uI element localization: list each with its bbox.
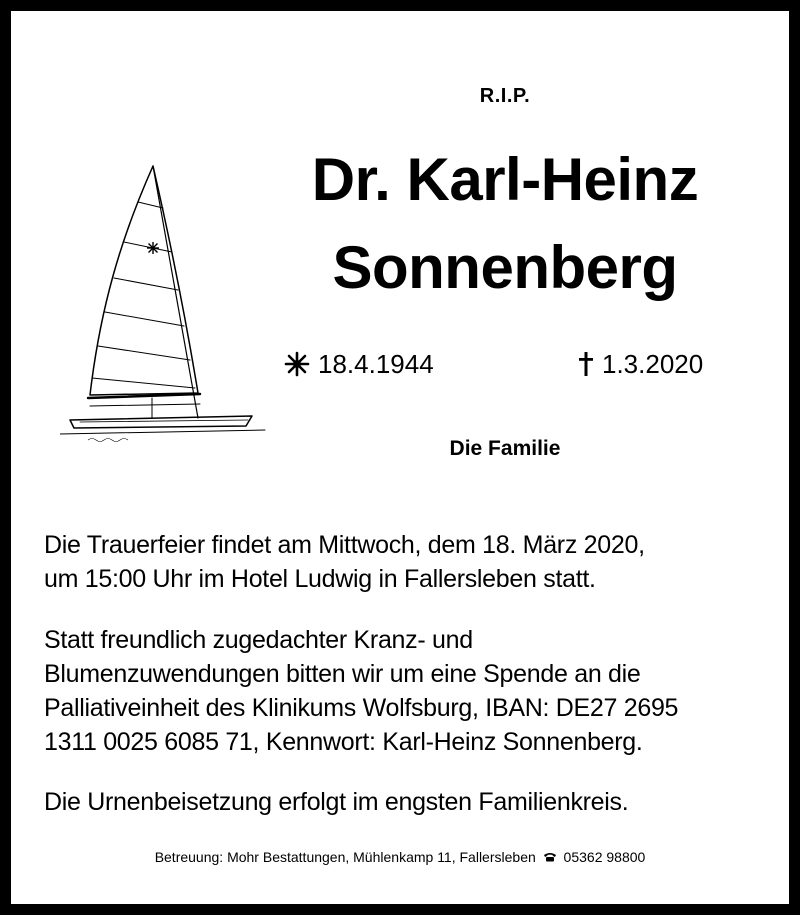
birth-date [284,349,434,379]
deceased-name-last: Sonnenberg [332,234,678,301]
text-line: Die Trauerfeier findet am Mittwoch, dem 18. März 2020, [44,531,645,559]
burial-paragraph [44,785,774,819]
funeral-home-footer [0,848,800,866]
sailboat-icon [60,160,270,445]
text-line: Blumenzuwendungen bitten wir um eine Spende an die [44,660,641,688]
deceased-name-first: Dr. Karl-Heinz [311,146,699,213]
donation-paragraph [44,623,774,759]
cross-icon [578,351,594,377]
family-signature: Die Familie [449,437,561,460]
text-line: um 15:00 Uhr im Hotel Ludwig in Fallersleben statt. [44,565,596,593]
death-date-value: 1.3.2020 [602,349,704,379]
funeral-home-phone: 05362 98800 [563,849,646,865]
death-date [578,349,703,379]
funeral-service-paragraph [44,528,774,596]
birth-date-value: 18.4.1944 [318,349,434,379]
text-line: 1311 0025 6085 71, Kennwort: Karl-Heinz Sonnenberg. [44,728,643,756]
text-line: Die Urnenbeisetzung erfolgt im engsten Familienkreis. [44,788,629,816]
star-icon [284,351,310,377]
telephone-icon [543,852,557,862]
text-line: Statt freundlich zugedachter Kranz- und [44,626,473,654]
text-line: Palliativeinheit des Klinikums Wolfsburg, IBAN: DE27 2695 [44,694,679,722]
rip-heading: R.I.P. [479,85,531,107]
funeral-home-address: Betreuung: Mohr Bestattungen, Mühlenkamp 11, Fallersleben [154,849,536,865]
